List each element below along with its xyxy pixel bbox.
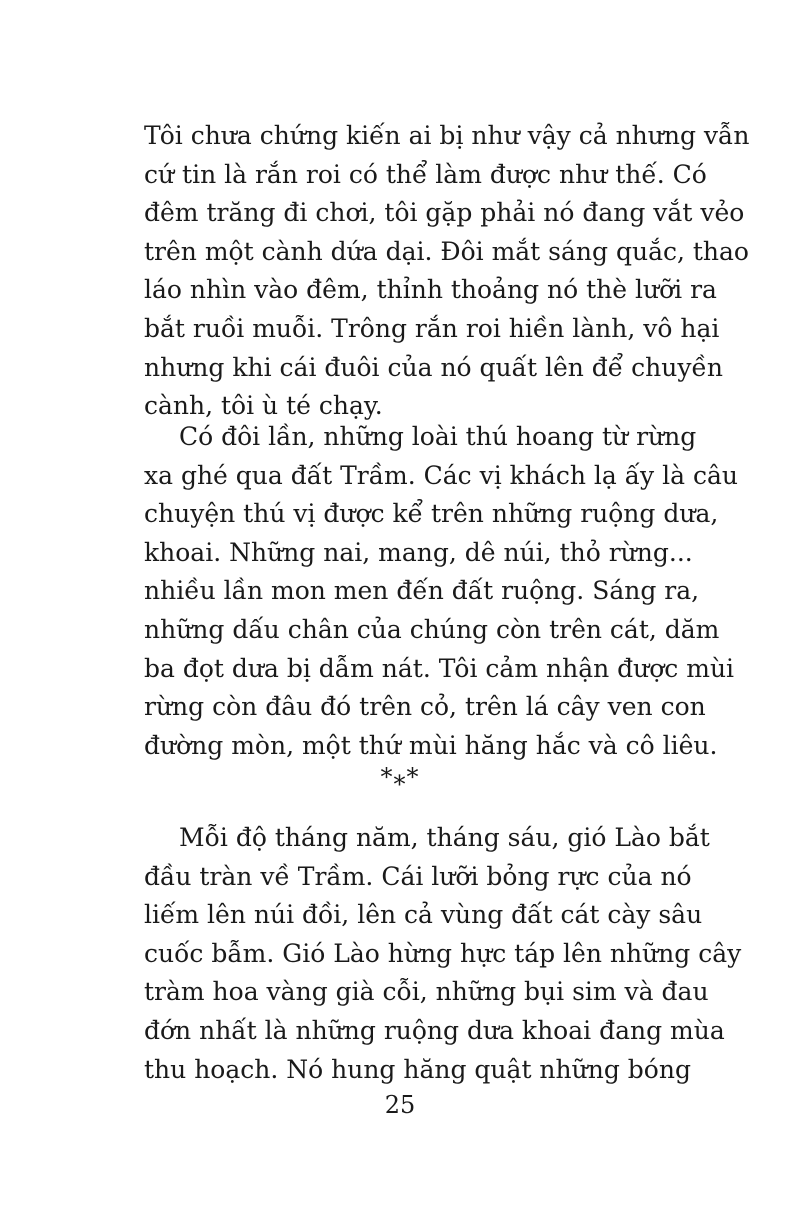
text-line: Có đôi lần, những loài thú hoang từ rừng [179, 422, 697, 451]
text-line: đêm trăng đi chơi, tôi gặp phải nó đang vắt vẻo [144, 198, 745, 228]
paragraph-1 [144, 117, 750, 426]
text-line: ba đọt dưa bị dẫm nát. Tôi cảm nhận được mùi [144, 653, 735, 683]
text-line: bắt ruồi muỗi. Trông rắn roi hiền lành, vô hại [144, 313, 720, 343]
text-line: những dấu chân của chúng còn trên cát, dăm [144, 614, 720, 644]
text-line: nhưng khi cái đuôi của nó quất lên để chuyền [144, 352, 723, 382]
text-line: đầu tràn về Trầm. Cái lưỡi bỏng rực của nó [144, 861, 692, 891]
text-line: nhiều lần mon men đến đất ruộng. Sáng ra, [144, 576, 700, 606]
paragraph-3 [144, 819, 742, 1089]
text-line: tràm hoa vàng già cỗi, những bụi sim và đau [144, 977, 709, 1007]
text-line: xa ghé qua đất Trầm. Các vị khách lạ ấy là câu [144, 460, 738, 490]
text-line: Tôi chưa chứng kiến ai bị như vậy cả nhưng vẫn [144, 121, 750, 150]
text-line: láo nhìn vào đêm, thỉnh thoảng nó thè lưỡi ra [144, 275, 717, 305]
text-line: cành, tôi ù té chạy. [144, 391, 383, 421]
page-number: 25 [384, 1091, 416, 1119]
text-line: trên một cành dứa dại. Đôi mắt sáng quắc, thao [144, 236, 749, 266]
text-line: thu hoạch. Nó hung hăng quật những bóng [144, 1054, 691, 1084]
text-line: đường mòn, một thứ mùi hăng hắc và cô liêu. [144, 730, 718, 760]
text-line: chuyện thú vị được kể trên những ruộng dưa, [144, 499, 719, 529]
paragraph-2 [144, 418, 738, 765]
text-line: khoai. Những nai, mang, dê núi, thỏ rừng... [144, 537, 693, 567]
text-line: rừng còn đâu đó trên cỏ, trên lá cây ven con [144, 692, 706, 722]
text-line: liếm lên núi đồi, lên cả vùng đất cát cày sâu [144, 900, 703, 930]
text-line: Mỗi độ tháng năm, tháng sáu, gió Lào bắt [179, 823, 710, 852]
section-separator: *⁎* [380, 763, 420, 791]
text-line: cuốc bẫm. Gió Lào hừng hực táp lên những cây [144, 938, 742, 968]
text-line: cứ tin là rắn roi có thể làm được như thế. Có [144, 159, 707, 189]
text-line: đớn nhất là những ruộng dưa khoai đang mùa [144, 1015, 725, 1045]
